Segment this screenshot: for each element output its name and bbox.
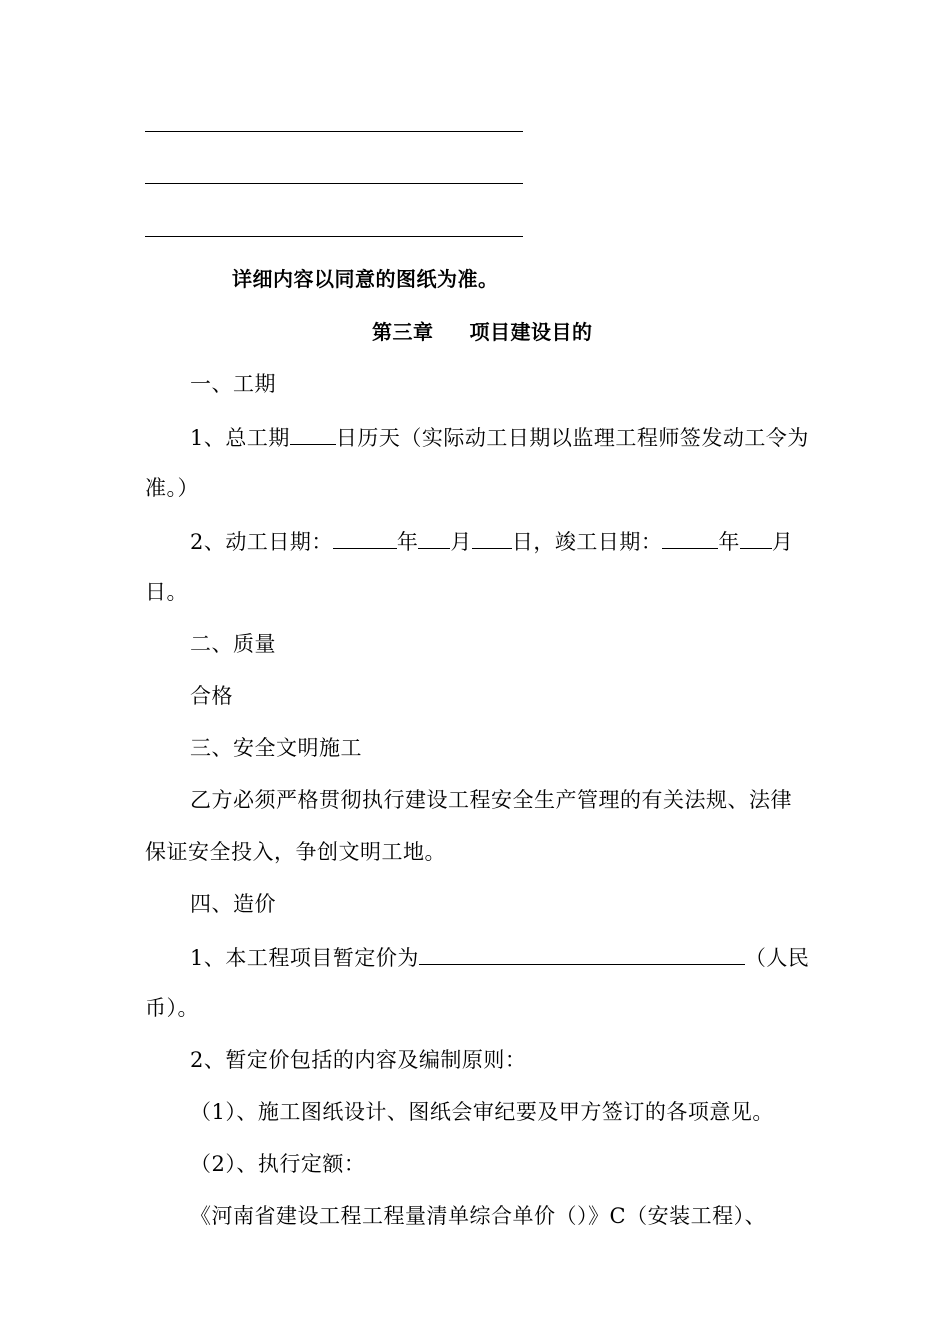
provisional-price-line xyxy=(190,942,809,972)
currency-label: （人民 xyxy=(744,946,810,970)
price-contents-item-2: （2）、执行定额： xyxy=(190,1152,366,1176)
total-duration-line xyxy=(190,422,809,452)
dates-cont: 日。 xyxy=(145,580,188,604)
start-date-label: 2、动工日期： xyxy=(190,530,333,554)
blank-line-2 xyxy=(145,183,523,184)
chapter-number: 第三章 xyxy=(372,320,434,344)
section-cost-heading: 四、造价 xyxy=(190,892,276,916)
start-month-blank xyxy=(418,526,450,549)
chapter-heading xyxy=(372,318,593,346)
section-safety-heading: 三、安全文明施工 xyxy=(190,736,362,760)
blank-line-3 xyxy=(145,236,523,237)
provisional-price-blank xyxy=(419,942,745,965)
section-duration-heading: 一、工期 xyxy=(190,372,276,396)
total-duration-text: 日历天（实际动工日期以监理工程师签发动工令为 xyxy=(335,426,809,450)
year-label: 年 xyxy=(396,530,419,554)
year-label: 年 xyxy=(718,530,740,554)
dates-line xyxy=(190,526,793,556)
month-label: 月 xyxy=(771,530,794,554)
section-quality-heading: 二、质量 xyxy=(190,632,276,656)
price-contents-heading: 2、暂定价包括的内容及编制原则： xyxy=(190,1048,527,1072)
chapter-title: 项目建设目的 xyxy=(469,320,593,344)
end-month-blank xyxy=(740,526,772,549)
end-year-blank xyxy=(662,526,718,549)
month-label: 月 xyxy=(450,530,472,554)
start-year-blank xyxy=(333,526,397,549)
end-date-label: 日，竣工日期： xyxy=(511,530,663,554)
total-duration-label: 1、总工期 xyxy=(190,426,290,450)
blank-line-1 xyxy=(145,131,523,132)
quality-body: 合格 xyxy=(190,684,233,708)
provisional-price-cont: 币）。 xyxy=(145,996,199,1020)
total-duration-cont: 准。） xyxy=(145,476,199,500)
start-day-blank xyxy=(472,526,512,549)
safety-body-1: 乙方必须严格贯彻执行建设工程安全生产管理的有关法规、法律 xyxy=(190,788,792,812)
total-duration-blank xyxy=(290,422,336,445)
safety-body-2: 保证安全投入，争创文明工地。 xyxy=(145,840,446,864)
quota-standard-line: 《河南省建设工程工程量清单综合单价（）》C（安装工程）、 xyxy=(190,1204,767,1228)
provisional-price-label: 1、本工程项目暂定价为 xyxy=(190,946,419,970)
intro-note: 详细内容以同意的图纸为准。 xyxy=(232,267,499,291)
price-contents-item-1: （1）、施工图纸设计、图纸会审纪要及甲方签订的各项意见。 xyxy=(190,1100,774,1124)
